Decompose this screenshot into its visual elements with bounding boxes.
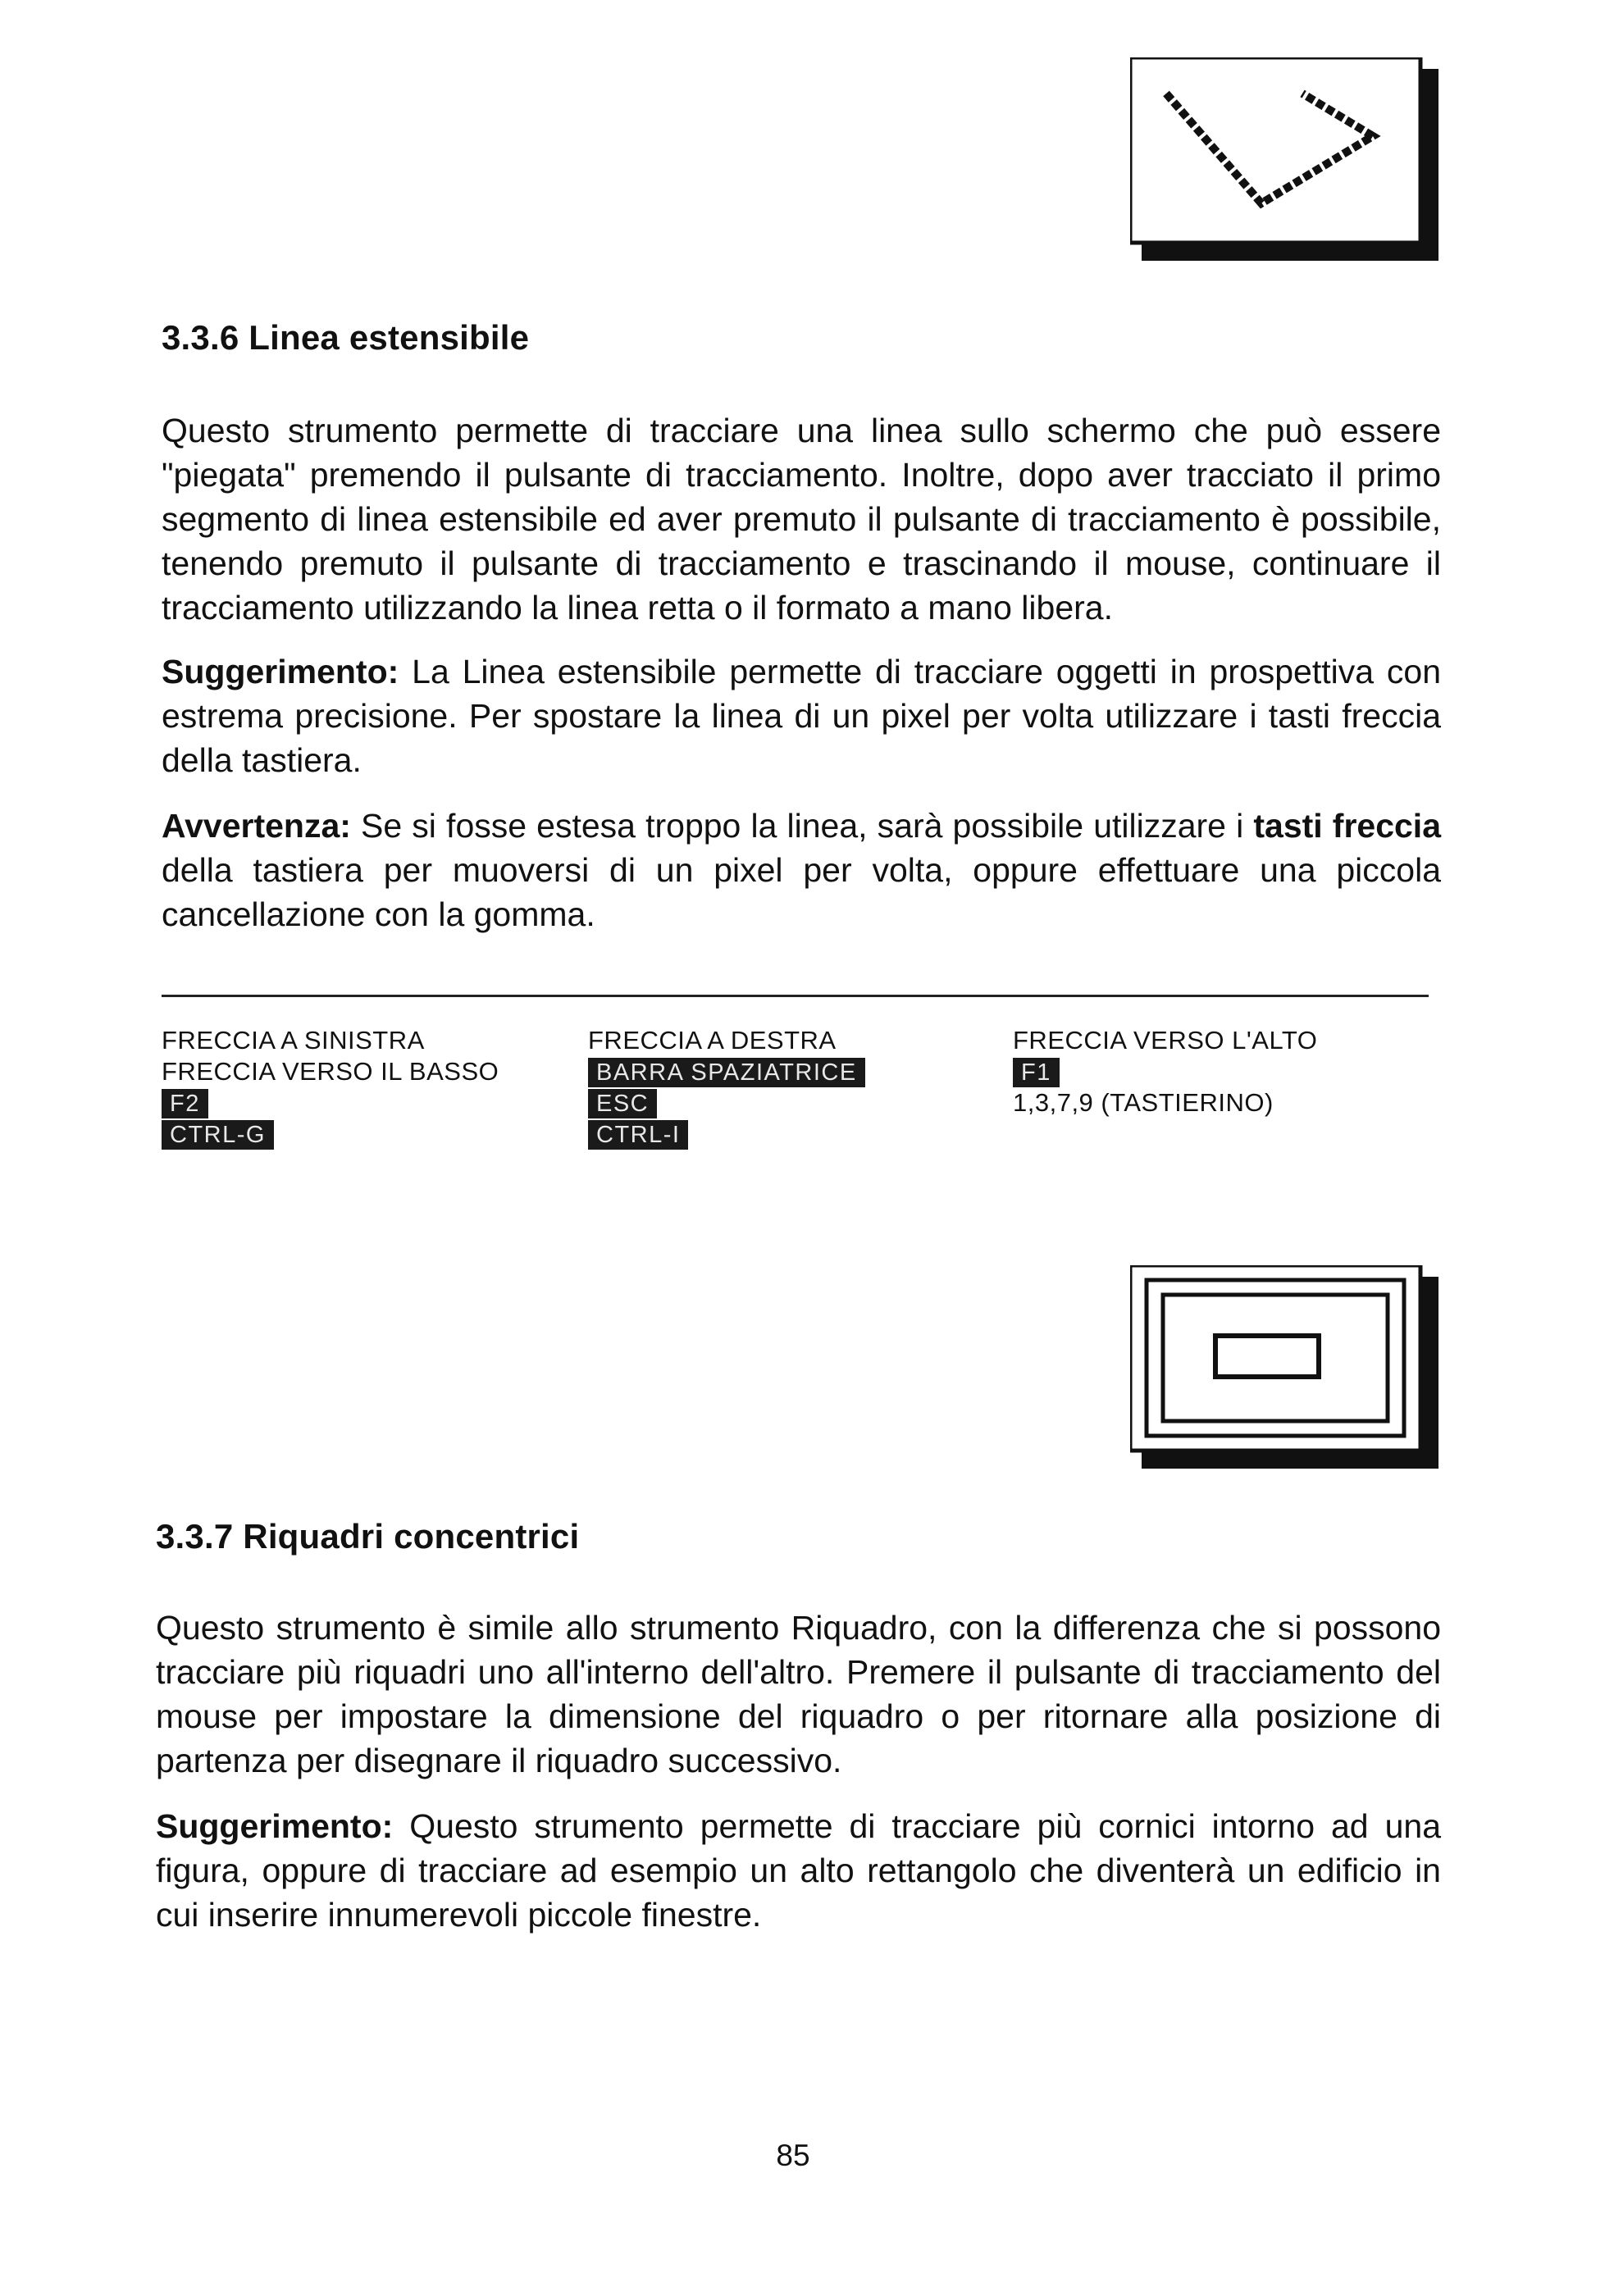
paragraph-text: Questo strumento permette di tracciare una linea sullo schermo che può essere "piegata" premendo il pulsante di tracciamento. Inoltre, dopo aver tracciato il primo segmento di linea estensibile ed aver premuto il pulsante di tracciamento è possibile, tenendo premuto il pulsante di tracciamento e trascinando il mouse, continuare il tracciamento utilizzando la linea retta o il formato a mano libera. [162,412,1441,626]
paragraph-linea-description [162,408,1441,630]
section-title-riquadri-concentrici: 3.3.7 Riquadri concentrici [156,1517,580,1556]
stretch-line-tool-icon [1130,57,1440,262]
tip-label: Suggerimento: [156,1807,394,1845]
tip-text: Questo strumento permette di tracciare più cornici intorno ad una figura, oppure di tracciare ad esempio un alto rettangolo che diventerà un edificio in cui inserire innumerevoli piccole finestre. [156,1807,1441,1934]
tip-text: La Linea estensibile permette di tracciare oggetti in prospettiva con estrema precisione. Per spostare la linea di un pixel per volta utilizzare i tasti freccia della tastiera. [162,653,1441,779]
warning-label: Avvertenza: [162,807,351,845]
keys-column-middle [588,1025,865,1150]
keys-column-left [162,1025,499,1150]
keys-column-right [1013,1025,1317,1118]
paragraph-text: Questo strumento è simile allo strumento Riquadro, con la differenza che si possono tracciare più riquadri uno all'interno dell'altro. Premere il pulsante di tracciamento del mouse per impostare la dimensione del riquadro o per ritornare alla posizione di partenza per disegnare il riquadro successivo. [156,1609,1441,1779]
concentric-boxes-tool-icon [1130,1265,1440,1470]
warning-bold-text: tasti freccia [1253,807,1441,845]
key-label-arrow-down: FRECCIA VERSO IL BASSO [162,1057,499,1086]
warning-linea [162,804,1441,936]
key-label-arrow-left: FRECCIA A SINISTRA [162,1026,425,1055]
page-number: 85 [776,2139,810,2172]
key-label-arrow-up: FRECCIA VERSO L'ALTO [1013,1026,1318,1055]
keycap-f1: F1 [1013,1058,1060,1087]
keycap-ctrl-i: CTRL-I [588,1120,688,1150]
paragraph-riquadri-description [156,1606,1441,1783]
keycap-f2: F2 [162,1089,208,1118]
divider [162,995,1429,997]
tip-label: Suggerimento: [162,653,399,690]
key-label-arrow-right: FRECCIA A DESTRA [588,1026,837,1055]
section-title-linea-estensibile: 3.3.6 Linea estensibile [162,318,530,357]
warning-text: Se si fosse estesa troppo la linea, sarà possibile utilizzare i [350,807,1254,845]
keycap-ctrl-g: CTRL-G [162,1120,274,1150]
keycap-space-bar: BARRA SPAZIATRICE [588,1058,865,1087]
tip-linea [162,649,1441,782]
warning-text-end: della tastiera per muoversi di un pixel per volta, oppure effettuare una piccola cancellazione con la gomma. [162,851,1441,933]
keycap-esc: ESC [588,1089,657,1118]
key-label-numpad: 1,3,7,9 (TASTIERINO) [1013,1088,1274,1117]
tip-riquadri [156,1804,1441,1937]
